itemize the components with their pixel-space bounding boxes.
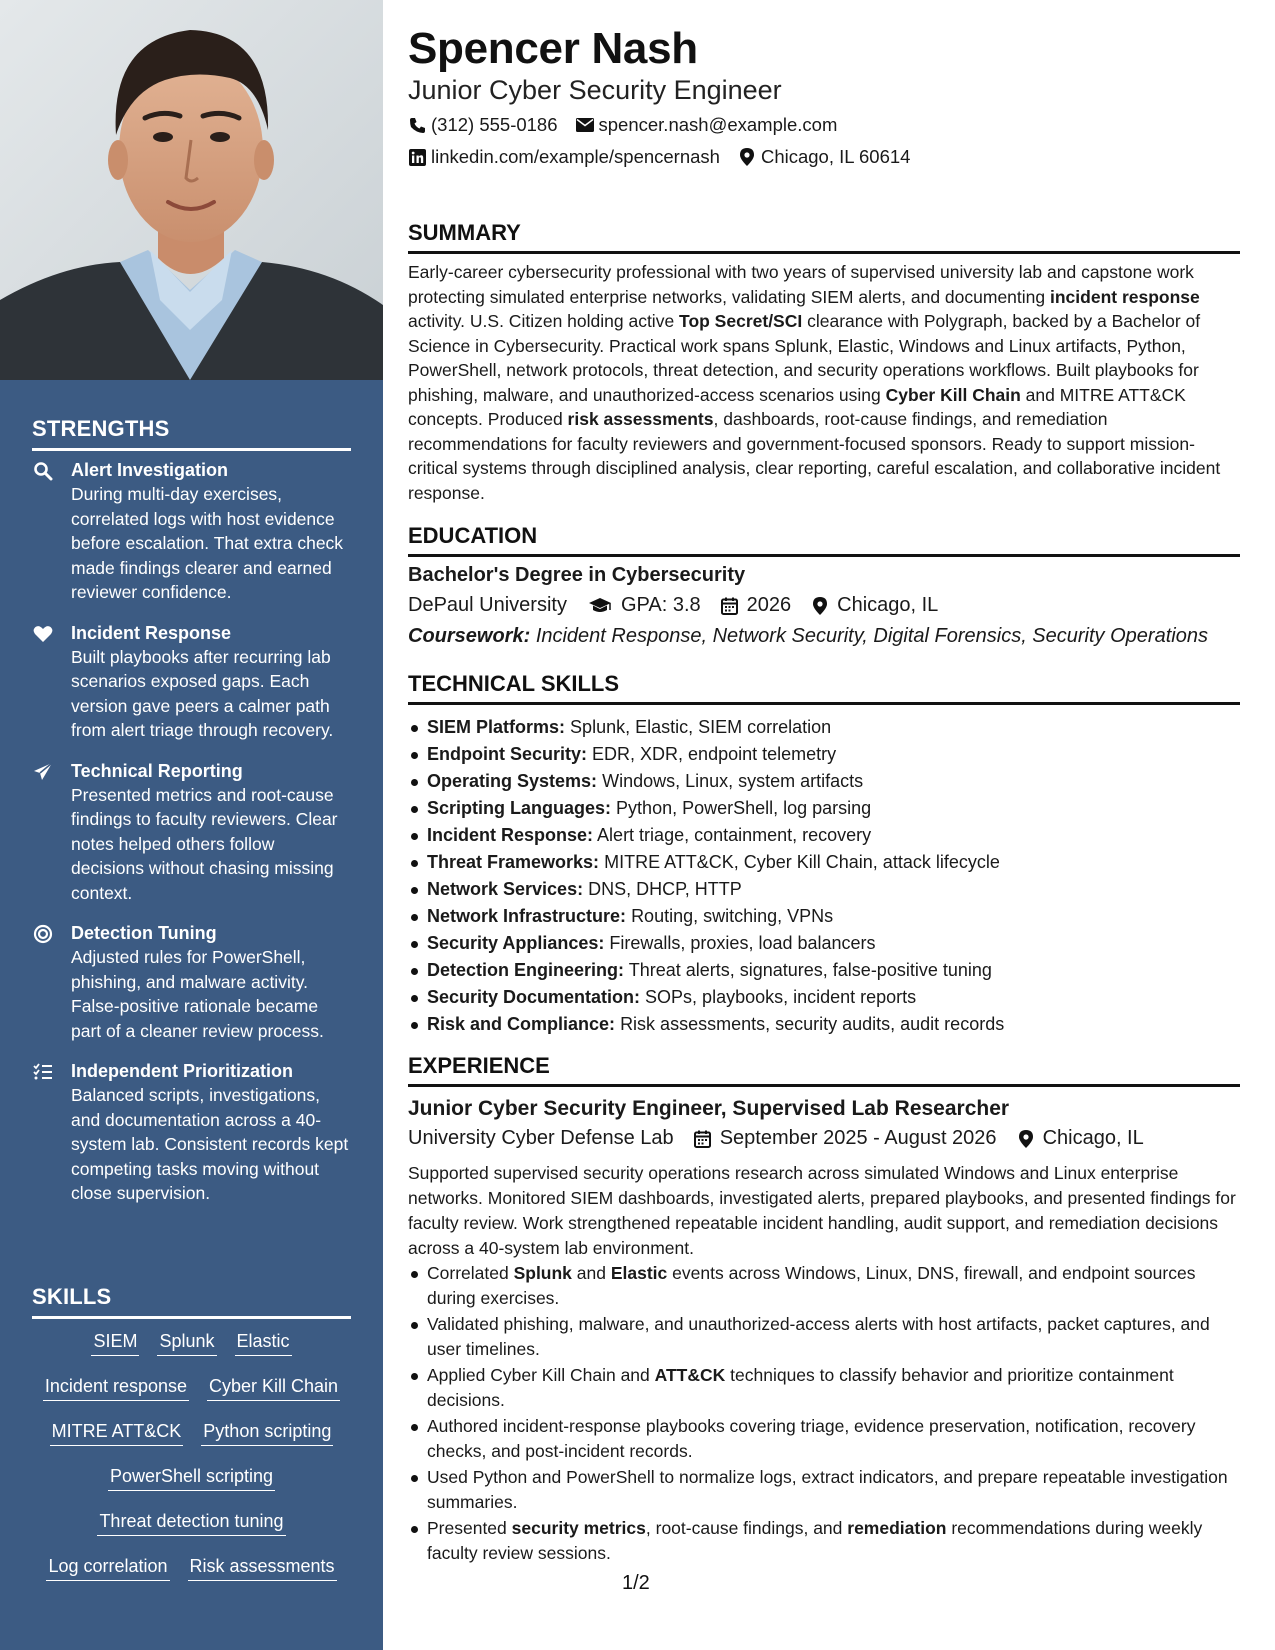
bullet-text: techniques to classify behavior and prioritize containment decisions.: [427, 1365, 1174, 1410]
skill-label: Network Infrastructure:: [427, 906, 627, 926]
location-text: Chicago, IL 60614: [760, 146, 911, 167]
list-item: [408, 903, 1240, 930]
school-name: DePaul University: [408, 594, 567, 616]
strength-description: Presented metrics and root-cause findings to faculty reviewers. Clear notes helped others follow decisions without chasing missing context.: [71, 784, 338, 903]
skill-tag: MITRE ATT&CK: [50, 1420, 184, 1446]
skill-row: [32, 1420, 351, 1446]
skill-tag: Risk assessments: [188, 1555, 337, 1581]
list-item: [408, 822, 1240, 849]
skill-row: [32, 1330, 351, 1356]
bullet-emphasis: security metrics: [511, 1518, 646, 1538]
skill-row: [32, 1510, 351, 1536]
job-title: Junior Cyber Security Engineer: [408, 75, 782, 105]
list-item: [408, 795, 1240, 822]
location-contact: [738, 146, 910, 168]
checklist-icon: [32, 1061, 54, 1083]
bullet-text: Authored incident-response playbooks covering triage, evidence preservation, notification, recovery checks, and post-incident records.: [427, 1416, 1196, 1461]
skill-tag: Elastic: [235, 1330, 292, 1356]
map-pin-icon: [738, 148, 756, 166]
skill-tag: Cyber Kill Chain: [207, 1375, 340, 1401]
linkedin-url: linkedin.com/example/spencernash: [431, 146, 720, 167]
experience-location: Chicago, IL: [1042, 1127, 1144, 1149]
skills-tags: [32, 1330, 351, 1600]
summary-text: Early-career cybersecurity professional with two years of supervised university lab and capstone work protecting simulated enterprise networks, validating SIEM alerts, and documenting: [408, 262, 1194, 307]
phone-icon: [408, 116, 426, 134]
skill-label: Incident Response:: [427, 825, 594, 845]
calendar-icon: [694, 1130, 712, 1148]
list-item: [408, 1516, 1240, 1565]
skill-row: [32, 1465, 351, 1491]
strength-description: During multi-day exercises, correlated logs with host evidence before escalation. That extra check made findings clearer and earned reviewer confidence.: [71, 484, 344, 602]
bullet-text: Correlated: [427, 1263, 514, 1283]
list-item: [408, 1465, 1240, 1514]
linkedin-icon: [408, 148, 426, 166]
sidebar: [0, 0, 383, 1650]
bullet-text: Presented: [427, 1518, 512, 1538]
summary-paragraph: [408, 260, 1240, 505]
skill-tag: Python scripting: [201, 1420, 333, 1446]
strength-title: Technical Reporting: [71, 760, 243, 781]
coursework-line: [408, 625, 1208, 648]
experience-role: Junior Cyber Security Engineer, Supervised Lab Researcher: [408, 1097, 1010, 1120]
bullet-text: events across Windows, Linux, DNS, firewall, and endpoint sources during exercises.: [427, 1263, 1196, 1308]
map-pin-icon: [811, 597, 829, 615]
bullet-text: , root-cause findings, and: [645, 1518, 848, 1538]
list-item: [408, 849, 1240, 876]
skills-heading: SKILLS: [32, 1284, 351, 1319]
strength-item: [32, 1059, 352, 1206]
strengths-list: [32, 458, 352, 1222]
skill-value: DNS, DHCP, HTTP: [588, 879, 742, 899]
technical-skills-heading: TECHNICAL SKILLS: [408, 671, 1240, 705]
gpa-text: GPA: 3.8: [620, 594, 701, 616]
strength-title: Detection Tuning: [71, 923, 217, 943]
strength-item: [32, 621, 352, 743]
skill-row: [32, 1375, 351, 1401]
summary-text: clearance with Polygraph, backed by a Bachelor of Science in Cybersecurity. Practical work spans Splunk, Elastic, Windows and Linux artifacts, Python, PowerShell, network protocols, threat detection, and security operations workflows. Built playbooks for phishing, malware, and unauthorized-access scenarios using: [408, 311, 1201, 405]
bullet-text: Validated phishing, malware, and unauthorized-access alerts with host artifacts, packet captures, and user timelines.: [427, 1314, 1210, 1359]
email-contact[interactable]: [576, 114, 838, 136]
education-meta: [408, 594, 938, 617]
bullet-emphasis: ATT&CK: [654, 1365, 726, 1385]
bullet-emphasis: Elastic: [610, 1263, 668, 1283]
paper-plane-icon: [32, 761, 54, 783]
skill-value: Threat alerts, signatures, false-positive tuning: [628, 960, 992, 980]
skill-tag: Incident response: [43, 1375, 189, 1401]
strength-item: [32, 921, 352, 1043]
profile-photo: [0, 0, 383, 380]
experience-meta: [408, 1127, 1144, 1150]
skill-label: Risk and Compliance:: [427, 1014, 616, 1034]
strength-description: Balanced scripts, investigations, and documentation across a 40-system lab. Consistent records kept competing tasks moving without close supervision.: [71, 1085, 349, 1203]
skill-label: Operating Systems:: [427, 771, 598, 791]
skill-value: MITRE ATT&CK, Cyber Kill Chain, attack lifecycle: [604, 852, 1000, 872]
strengths-heading: STRENGTHS: [32, 416, 351, 451]
candidate-name: Spencer Nash: [408, 24, 698, 73]
experience-org: University Cyber Defense Lab: [408, 1127, 674, 1149]
search-icon: [32, 460, 54, 482]
strength-title: Independent Prioritization: [71, 1061, 294, 1081]
skill-tag: PowerShell scripting: [108, 1465, 275, 1491]
skill-label: Endpoint Security:: [427, 744, 588, 764]
skill-tag: Log correlation: [46, 1555, 169, 1581]
skill-value: Alert triage, containment, recovery: [597, 825, 872, 845]
strength-item: [32, 458, 352, 605]
bullet-emphasis: remediation: [847, 1518, 947, 1538]
skill-label: Scripting Languages:: [427, 798, 612, 818]
strength-item: [32, 759, 352, 906]
education-heading: EDUCATION: [408, 523, 1240, 557]
bullet-text: Applied Cyber Kill Chain and: [427, 1365, 655, 1385]
experience-summary: Supported supervised security operations research across simulated Windows and Linux enterprise networks. Monitored SIEM dashboards, investigated alerts, prepared playbooks, and presented findings for faculty review. Work strengthened repeatable incident handling, audit support, and remediation decisions across a 40-system lab environment.: [408, 1163, 1236, 1258]
list-item: [408, 930, 1240, 957]
summary-emphasis: incident response: [1050, 286, 1200, 307]
skill-tag: Splunk: [157, 1330, 216, 1356]
summary-emphasis: Cyber Kill Chain: [885, 384, 1021, 405]
experience-bullets: [408, 1261, 1240, 1567]
school-location: Chicago, IL: [837, 594, 939, 616]
envelope-icon: [576, 116, 594, 134]
summary-text: activity. U.S. Citizen holding active: [408, 311, 680, 331]
skill-value: Risk assessments, security audits, audit records: [620, 1014, 1005, 1034]
page-number: 1/2: [622, 1572, 650, 1594]
skill-value: Routing, switching, VPNs: [631, 906, 834, 926]
skill-label: Threat Frameworks:: [427, 852, 600, 872]
summary-text: and MITRE ATT&CK concepts. Produced: [408, 384, 1186, 429]
skill-label: Security Appliances:: [427, 933, 605, 953]
summary-heading: SUMMARY: [408, 220, 1240, 254]
skill-value: Windows, Linux, system artifacts: [602, 771, 864, 791]
graduation-cap-icon: [587, 597, 613, 615]
skill-value: Python, PowerShell, log parsing: [616, 798, 872, 818]
skill-value: Splunk, Elastic, SIEM correlation: [570, 717, 832, 737]
calendar-icon: [721, 597, 739, 615]
list-item: [408, 984, 1240, 1011]
list-item: [408, 1261, 1240, 1310]
skill-label: Network Services:: [427, 879, 584, 899]
technical-skills-list: [408, 714, 1240, 1038]
skill-value: SOPs, playbooks, incident reports: [645, 987, 917, 1007]
map-pin-icon: [1017, 1130, 1035, 1148]
list-item: [408, 957, 1240, 984]
heart-icon: [32, 623, 54, 645]
linkedin-contact[interactable]: [408, 146, 720, 168]
list-item: [408, 768, 1240, 795]
bullet-text: and: [571, 1263, 611, 1283]
list-item: [408, 741, 1240, 768]
summary-emphasis: risk assessments: [567, 409, 714, 429]
strength-title: Incident Response: [71, 622, 232, 643]
skill-value: EDR, XDR, endpoint telemetry: [592, 744, 837, 764]
experience-dates: September 2025 - August 2026: [719, 1127, 997, 1149]
experience-heading: EXPERIENCE: [408, 1053, 1240, 1087]
skill-tag: Threat detection tuning: [97, 1510, 285, 1536]
contact-row: [408, 146, 910, 168]
skill-row: [32, 1555, 351, 1581]
strength-description: Adjusted rules for PowerShell, phishing, and malware activity. False-positive rationale became part of a cleaner review process.: [71, 947, 324, 1041]
skill-tag: SIEM: [91, 1330, 139, 1356]
strength-description: Built playbooks after recurring lab scenarios exposed gaps. Each version gave peers a calmer path from alert triage through recovery.: [71, 646, 334, 740]
skill-label: Security Documentation:: [427, 987, 641, 1007]
coursework-list: Incident Response, Network Security, Digital Forensics, Security Operations: [535, 625, 1208, 647]
list-item: [408, 1312, 1240, 1361]
target-icon: [32, 923, 54, 945]
summary-text: , dashboards, root-cause findings, and remediation recommendations for faculty reviewers and government-focused sponsors. Ready to support mission-critical systems through disciplined analysis, clear reporting, careful escalation, and collaborative incident response.: [408, 409, 1221, 503]
phone-number: (312) 555-0186: [431, 114, 558, 135]
skill-label: SIEM Platforms:: [427, 717, 566, 737]
contact-row: [408, 114, 837, 136]
list-item: [408, 876, 1240, 903]
bullet-emphasis: Splunk: [513, 1263, 572, 1283]
degree-title: Bachelor's Degree in Cybersecurity: [408, 564, 746, 586]
list-item: [408, 1011, 1240, 1038]
list-item: [408, 1363, 1240, 1412]
summary-emphasis: Top Secret/SCI: [679, 311, 803, 331]
email-address: spencer.nash@example.com: [598, 114, 838, 135]
strength-title: Alert Investigation: [71, 460, 229, 480]
phone-contact[interactable]: [408, 114, 558, 136]
bullet-text: Used Python and PowerShell to normalize logs, extract indicators, and prepare repeatable investigation summaries.: [427, 1467, 1228, 1512]
coursework-label: Coursework:: [408, 625, 531, 647]
skill-value: Firewalls, proxies, load balancers: [609, 933, 876, 953]
bullet-text: recommendations during weekly faculty review sessions.: [427, 1518, 1203, 1563]
list-item: [408, 714, 1240, 741]
skill-label: Detection Engineering:: [427, 960, 625, 980]
graduation-year: 2026: [746, 594, 792, 616]
list-item: [408, 1414, 1240, 1463]
